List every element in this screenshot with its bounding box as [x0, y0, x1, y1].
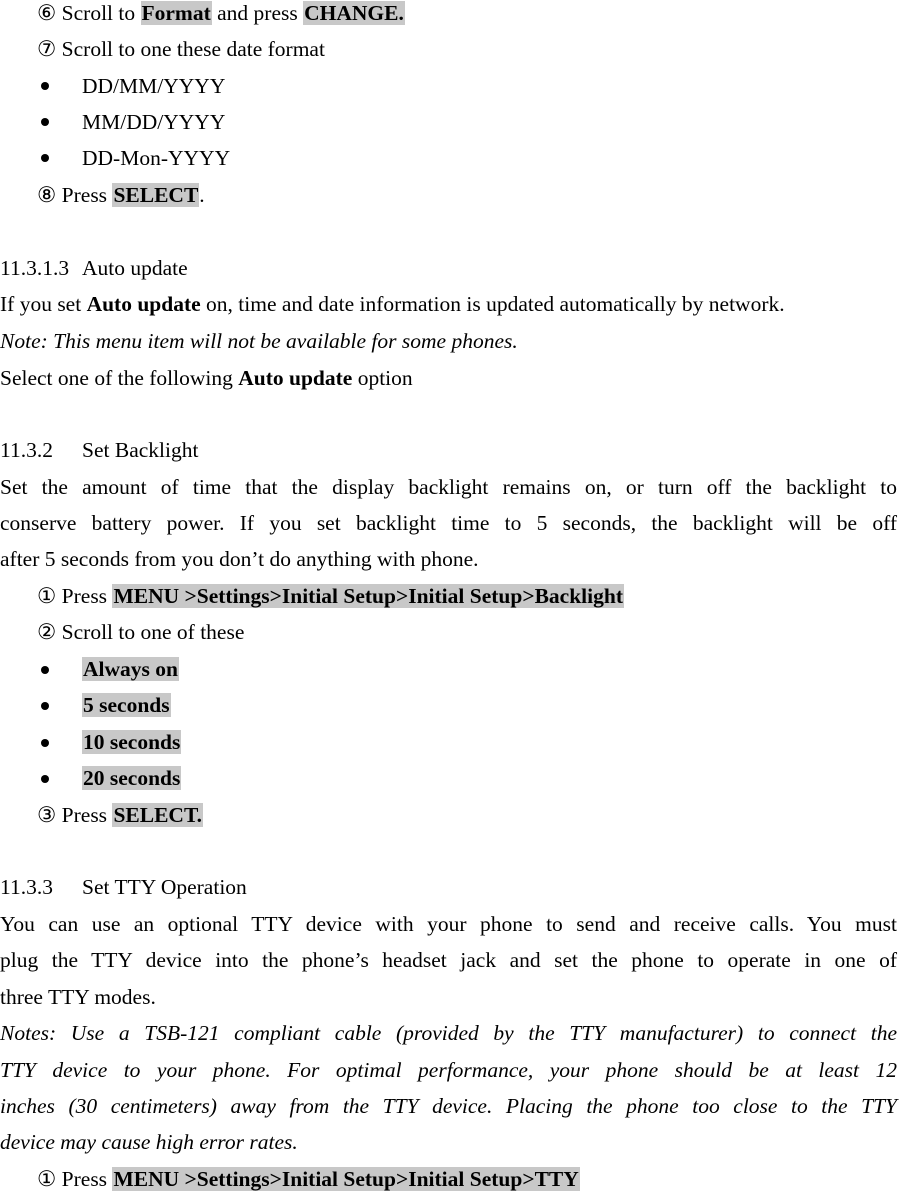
- keyword-select: SELECT: [113, 183, 199, 207]
- section-number: 11.3.2: [0, 438, 53, 462]
- paragraph-line: You can use an optional TTY device with your phone to send and receive calls. You must: [0, 912, 897, 936]
- backlight-step-2: ② Scroll to one of these: [37, 620, 245, 644]
- paragraph-line: three TTY modes.: [0, 985, 156, 1009]
- paragraph-line: after 5 seconds from you don’t do anything with phone.: [0, 547, 479, 571]
- bullet-icon: [41, 82, 49, 90]
- section-title: Set TTY Operation: [82, 875, 247, 899]
- section-heading-auto-update: [0, 250, 897, 286]
- step-number: ①: [37, 584, 57, 608]
- step-6: ⑥ Scroll to Format and press CHANGE.: [37, 1, 404, 25]
- list-item-date-format: DD-Mon-YYYY: [82, 146, 231, 170]
- step-8: ⑧ Press SELECT.: [37, 183, 205, 207]
- paragraph: If you set Auto update on, time and date information is updated automatically by network.: [0, 292, 785, 316]
- list-item-date-format: MM/DD/YYYY: [82, 110, 226, 134]
- bullet-icon: [41, 154, 49, 162]
- step-number: ③: [37, 803, 57, 827]
- list-item-backlight-option: Always on: [83, 657, 178, 681]
- step-7: ⑦ Scroll to one these date format: [37, 37, 325, 61]
- keyword-format: Format: [141, 1, 211, 25]
- section-heading-tty: [0, 869, 897, 905]
- list-item-backlight-option: 10 seconds: [83, 730, 181, 754]
- backlight-step-1: ① Press MENU >Settings>Initial Setup>Initial Setup>Backlight: [37, 584, 623, 608]
- note-line: device may cause high error rates.: [0, 1130, 298, 1154]
- paragraph: Select one of the following Auto update option: [0, 366, 413, 390]
- section-title: Set Backlight: [82, 438, 199, 462]
- menu-path: MENU >Settings>Initial Setup>Initial Setup>TTY: [113, 1167, 579, 1191]
- note-line: TTY device to your phone. For optimal performance, your phone should be at least 12: [0, 1058, 897, 1082]
- list-item-backlight-option: 20 seconds: [83, 766, 181, 790]
- bullet-icon: [41, 702, 49, 710]
- note-line: Notes: Use a TSB-121 compliant cable (provided by the TTY manufacturer) to connect the: [0, 1021, 897, 1045]
- note-line: inches (30 centimeters) away from the TTY device. Placing the phone too close to the TTY: [0, 1094, 897, 1118]
- bullet-icon: [41, 666, 49, 674]
- section-title: Auto update: [82, 256, 188, 280]
- step-number: ⑥: [37, 1, 57, 25]
- section-number: 11.3.3: [0, 875, 53, 899]
- section-heading-backlight: [0, 432, 897, 468]
- tty-step-1: ① Press MENU >Settings>Initial Setup>Initial Setup>TTY: [37, 1167, 579, 1191]
- menu-path: MENU >Settings>Initial Setup>Initial Setup>Backlight: [113, 584, 623, 608]
- keyword-change: CHANGE.: [304, 1, 404, 25]
- list-item-date-format: DD/MM/YYYY: [82, 74, 226, 98]
- paragraph-line: plug the TTY device into the phone’s headset jack and set the phone to operate in one of: [0, 948, 897, 972]
- step-number: ⑦: [37, 37, 57, 61]
- list-item-backlight-option: 5 seconds: [83, 693, 170, 717]
- bullet-icon: [41, 739, 49, 747]
- backlight-step-3: ③ Press SELECT.: [37, 803, 203, 827]
- paragraph-line: Set the amount of time that the display backlight remains on, or turn off the backlight to: [0, 475, 897, 499]
- paragraph-line: conserve battery power. If you set backlight time to 5 seconds, the backlight will be off: [0, 511, 897, 535]
- step-number: ①: [37, 1167, 57, 1191]
- step-number: ⑧: [37, 183, 57, 207]
- bullet-icon: [41, 775, 49, 783]
- step-number: ②: [37, 620, 57, 644]
- section-number: 11.3.1.3: [0, 256, 70, 280]
- bullet-icon: [41, 118, 49, 126]
- keyword-select: SELECT.: [113, 803, 203, 827]
- note: Note: This menu item will not be available for some phones.: [0, 329, 518, 353]
